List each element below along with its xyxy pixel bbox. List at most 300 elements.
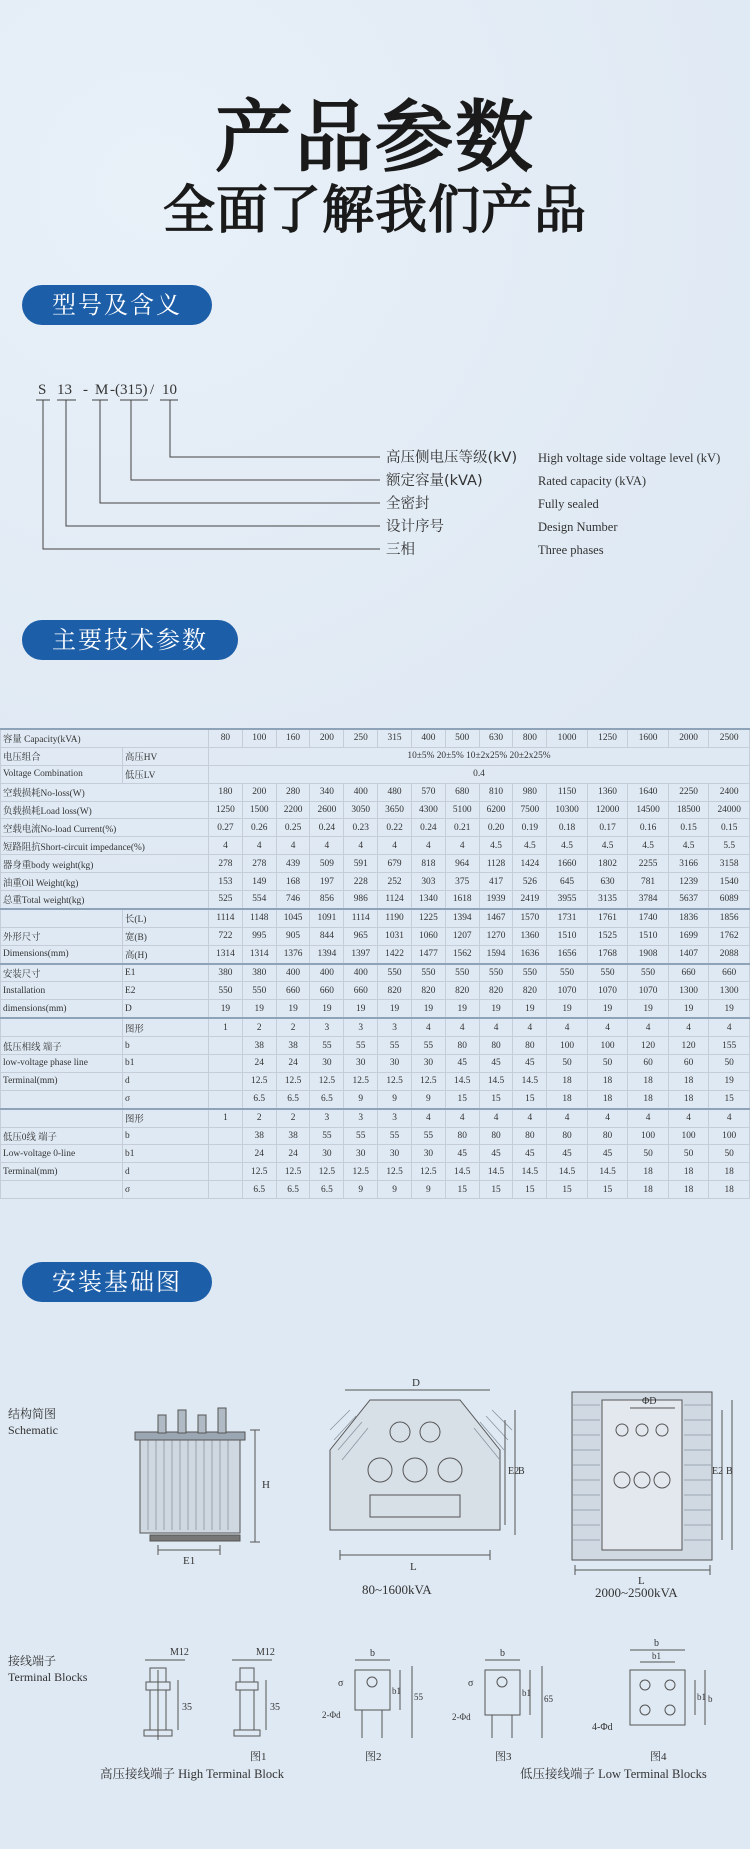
table-value-cell: 1510 — [628, 927, 669, 945]
table-value-cell: 55 — [344, 1127, 378, 1145]
table-value-cell: 591 — [344, 855, 378, 873]
table-value-cell: 1660 — [547, 855, 588, 873]
table-value-cell: 820 — [479, 982, 513, 1000]
table-value-cell: 509 — [310, 855, 344, 873]
table-value-cell: 24000 — [709, 801, 750, 819]
table-value-cell: 1148 — [242, 909, 276, 927]
table-value-cell: 965 — [344, 927, 378, 945]
code-part-10: 10 — [162, 382, 177, 398]
table-value-cell: 380 — [209, 964, 243, 982]
table-value-cell: 14.5 — [479, 1072, 513, 1090]
table-value-cell: 12.5 — [378, 1072, 412, 1090]
table-value-cell: 80 — [445, 1127, 479, 1145]
table-value-cell: 550 — [242, 982, 276, 1000]
table-value-cell: 4 — [276, 837, 310, 855]
table-value-cell: 525 — [209, 891, 243, 909]
table-value-cell: 14500 — [628, 801, 669, 819]
group-sub-label: σ — [123, 1181, 209, 1199]
table-value-cell: 550 — [628, 964, 669, 982]
group-label: Dimensions(mm) — [1, 945, 123, 963]
table-value-cell — [209, 1181, 243, 1199]
table-value-cell: 30 — [310, 1145, 344, 1163]
table-value-cell: 3 — [310, 1018, 344, 1036]
group-sub-label: D — [123, 1000, 209, 1018]
table-value-cell: 4 — [513, 1018, 547, 1036]
table-value-cell: 550 — [378, 964, 412, 982]
table-value-cell: 1600 — [628, 729, 669, 747]
table-value-cell: 4 — [513, 1109, 547, 1127]
group-sub-label: b1 — [123, 1145, 209, 1163]
table-value-cell: 45 — [445, 1055, 479, 1073]
dim-phiD: ΦD — [642, 1396, 657, 1407]
table-value-cell: 1562 — [445, 945, 479, 963]
meaning-cn-sealed: 全密封 — [386, 496, 430, 512]
group-sub-label: 宽(B) — [123, 927, 209, 945]
group-label: Installation — [1, 982, 123, 1000]
table-value-cell: 252 — [378, 873, 412, 891]
table-value-cell: 1250 — [587, 729, 628, 747]
table-value-cell: 0.17 — [587, 819, 628, 837]
table-row — [1, 837, 750, 855]
group-label — [1, 1090, 123, 1108]
table-value-cell: 844 — [310, 927, 344, 945]
table-value-cell: 1394 — [310, 945, 344, 963]
table-value-cell: 3 — [378, 1109, 412, 1127]
table-value-cell: 660 — [709, 964, 750, 982]
table-value-cell: 155 — [709, 1037, 750, 1055]
code-part-13: 13 — [57, 382, 72, 398]
group-sub-label: σ — [123, 1090, 209, 1108]
table-value-cell: 1594 — [479, 945, 513, 963]
table-value-cell: 3 — [378, 1018, 412, 1036]
table-value-cell: 9 — [411, 1090, 445, 1108]
voltage-label-en: Voltage Combination — [1, 765, 123, 783]
table-row — [1, 819, 750, 837]
table-value-cell: 0.24 — [411, 819, 445, 837]
table-value-cell: 4 — [411, 1018, 445, 1036]
table-value-cell: 15 — [547, 1181, 588, 1199]
group-sub-label: 图形 — [123, 1018, 209, 1036]
table-value-cell: 500 — [445, 729, 479, 747]
table-value-cell: 1300 — [709, 982, 750, 1000]
table-value-cell: 905 — [276, 927, 310, 945]
group-label: Terminal(mm) — [1, 1072, 123, 1090]
table-value-cell: 55 — [344, 1037, 378, 1055]
range-label-large: 2000~2500kVA — [595, 1585, 678, 1600]
table-value-cell: 45 — [547, 1145, 588, 1163]
table-row — [1, 1037, 750, 1055]
table-value-cell: 15 — [479, 1181, 513, 1199]
table-value-cell: 100 — [547, 1037, 588, 1055]
fig4-b1-side: b1 — [697, 1692, 706, 1702]
table-value-cell: 1128 — [479, 855, 513, 873]
table-value-cell: 160 — [276, 729, 310, 747]
table-value-cell: 30 — [378, 1145, 412, 1163]
table-value-cell: 400 — [344, 964, 378, 982]
table-value-cell: 2088 — [709, 945, 750, 963]
table-value-cell: 3 — [310, 1109, 344, 1127]
table-value-cell: 570 — [411, 783, 445, 801]
table-row — [1, 1145, 750, 1163]
table-value-cell: 5.5 — [709, 837, 750, 855]
table-value-cell: 228 — [344, 873, 378, 891]
table-value-cell: 45 — [445, 1145, 479, 1163]
table-value-cell: 50 — [709, 1145, 750, 1163]
meaning-en-design: Design Number — [538, 520, 618, 534]
table-row — [1, 765, 750, 783]
table-value-cell: 4.5 — [587, 837, 628, 855]
table-value-cell: 19 — [709, 1000, 750, 1018]
group-label: 外形尺寸 — [1, 927, 123, 945]
table-value-cell: 526 — [513, 873, 547, 891]
table-value-cell: 19 — [587, 1000, 628, 1018]
table-value-cell: 19 — [628, 1000, 669, 1018]
table-value-cell: 0.21 — [445, 819, 479, 837]
table-value-cell: 12.5 — [411, 1163, 445, 1181]
table-value-cell: 9 — [378, 1090, 412, 1108]
table-value-cell: 100 — [709, 1127, 750, 1145]
table-value-cell: 19 — [709, 1072, 750, 1090]
table-value-cell: 14.5 — [513, 1072, 547, 1090]
table-value-cell: 18 — [628, 1163, 669, 1181]
table-value-cell: 3158 — [709, 855, 750, 873]
table-value-cell: 0.22 — [378, 819, 412, 837]
table-value-cell: 38 — [276, 1127, 310, 1145]
table-value-cell: 14.5 — [547, 1163, 588, 1181]
table-row — [1, 945, 750, 963]
parameter-table — [0, 728, 750, 1199]
table-row — [1, 982, 750, 1000]
table-value-cell: 4.5 — [668, 837, 709, 855]
table-value-cell: 3 — [344, 1109, 378, 1127]
code-part-slash: / — [150, 382, 155, 398]
table-value-cell: 2 — [276, 1018, 310, 1036]
table-value-cell: 380 — [242, 964, 276, 982]
table-value-cell: 3784 — [628, 891, 669, 909]
table-value-cell: 746 — [276, 891, 310, 909]
table-value-cell: 1836 — [668, 909, 709, 927]
group-sub-label: E2 — [123, 982, 209, 1000]
table-value-cell: 18 — [709, 1181, 750, 1199]
table-value-cell: 1376 — [276, 945, 310, 963]
dim-L-small: L — [410, 1561, 417, 1573]
hv-value: 10±5% 20±5% 10±2x25% 20±2x25% — [209, 747, 750, 765]
table-value-cell: 340 — [310, 783, 344, 801]
table-value-cell: 1314 — [242, 945, 276, 963]
table-value-cell: 818 — [411, 855, 445, 873]
table-value-cell: 19 — [411, 1000, 445, 1018]
table-value-cell: 30 — [344, 1145, 378, 1163]
table-value-cell: 1190 — [378, 909, 412, 927]
table-value-cell: 2419 — [513, 891, 547, 909]
table-row — [1, 1109, 750, 1127]
table-value-cell: 15 — [445, 1181, 479, 1199]
table-value-cell: 1761 — [587, 909, 628, 927]
fig3-sigma: σ — [468, 1678, 474, 1689]
table-value-cell: 80 — [547, 1127, 588, 1145]
table-value-cell: 4.5 — [513, 837, 547, 855]
table-value-cell: 1 — [209, 1109, 243, 1127]
fig4-4phid: 4-Φd — [592, 1722, 613, 1733]
table-value-cell: 30 — [344, 1055, 378, 1073]
table-value-cell: 4 — [242, 837, 276, 855]
table-value-cell: 2 — [242, 1109, 276, 1127]
table-value-cell: 24 — [276, 1145, 310, 1163]
dim-H: H — [262, 1479, 270, 1491]
table-value-cell: 50 — [547, 1055, 588, 1073]
group-label: Low-voltage 0-line — [1, 1145, 123, 1163]
table-value-cell: 4.5 — [479, 837, 513, 855]
group-sub-label: d — [123, 1072, 209, 1090]
table-value-cell: 1207 — [445, 927, 479, 945]
table-value-cell: 55 — [411, 1127, 445, 1145]
table-value-cell: 1699 — [668, 927, 709, 945]
table-value-cell: 3955 — [547, 891, 588, 909]
meaning-cn-phases: 三相 — [386, 542, 415, 558]
table-value-cell: 19 — [668, 1000, 709, 1018]
table-value-cell: 4 — [709, 1018, 750, 1036]
table-value-cell: 45 — [587, 1145, 628, 1163]
table-value-cell: 18500 — [668, 801, 709, 819]
table-value-cell: 6200 — [479, 801, 513, 819]
transformer-top-view-large — [572, 1392, 732, 1575]
table-value-cell: 9 — [344, 1090, 378, 1108]
table-value-cell: 50 — [668, 1145, 709, 1163]
table-value-cell: 100 — [668, 1127, 709, 1145]
table-value-cell: 18 — [628, 1072, 669, 1090]
table-value-cell: 986 — [344, 891, 378, 909]
table-value-cell: 18 — [587, 1072, 628, 1090]
table-value-cell: 14.5 — [587, 1163, 628, 1181]
table-value-cell: 80 — [587, 1127, 628, 1145]
table-value-cell: 4 — [411, 837, 445, 855]
row-label: 器身重body weight(kg) — [1, 855, 209, 873]
section-badge-model: 型号及含义 — [22, 285, 212, 325]
table-value-cell: 2500 — [709, 729, 750, 747]
group-label — [1, 1018, 123, 1036]
meaning-cn-voltage: 高压侧电压等级(kV) — [386, 450, 518, 466]
table-value-cell: 19 — [378, 1000, 412, 1018]
table-value-cell: 1740 — [628, 909, 669, 927]
table-row — [1, 855, 750, 873]
table-value-cell: 0.18 — [547, 819, 588, 837]
table-value-cell: 1394 — [445, 909, 479, 927]
table-value-cell: 1091 — [310, 909, 344, 927]
table-value-cell: 4 — [587, 1109, 628, 1127]
table-value-cell: 18 — [709, 1163, 750, 1181]
hv-label: 高压HV — [123, 747, 209, 765]
table-value-cell: 15 — [709, 1090, 750, 1108]
table-value-cell: 1239 — [668, 873, 709, 891]
table-value-cell: 3050 — [344, 801, 378, 819]
table-value-cell: 0.15 — [709, 819, 750, 837]
table-value-cell: 1031 — [378, 927, 412, 945]
table-value-cell: 630 — [479, 729, 513, 747]
table-value-cell: 660 — [276, 982, 310, 1000]
table-value-cell: 550 — [411, 964, 445, 982]
table-value-cell: 1540 — [709, 873, 750, 891]
table-value-cell: 4 — [445, 1109, 479, 1127]
table-value-cell: 80 — [513, 1037, 547, 1055]
table-value-cell: 1762 — [709, 927, 750, 945]
table-value-cell: 6.5 — [276, 1090, 310, 1108]
table-value-cell: 550 — [513, 964, 547, 982]
meaning-cn-capacity: 额定容量(kVA) — [386, 473, 483, 489]
table-value-cell: 15 — [513, 1090, 547, 1108]
table-value-cell: 38 — [242, 1037, 276, 1055]
table-value-cell: 645 — [547, 873, 588, 891]
table-value-cell: 1636 — [513, 945, 547, 963]
table-value-cell: 45 — [513, 1055, 547, 1073]
table-value-cell: 6.5 — [310, 1090, 344, 1108]
table-value-cell: 1 — [209, 1018, 243, 1036]
table-value-cell: 4 — [709, 1109, 750, 1127]
table-value-cell: 50 — [628, 1145, 669, 1163]
group-sub-label: 长(L) — [123, 909, 209, 927]
table-value-cell: 80 — [209, 729, 243, 747]
table-value-cell: 1768 — [587, 945, 628, 963]
table-value-cell: 3 — [344, 1018, 378, 1036]
table-value-cell: 1360 — [513, 927, 547, 945]
table-value-cell: 680 — [445, 783, 479, 801]
table-value-cell: 0.27 — [209, 819, 243, 837]
table-value-cell: 1314 — [209, 945, 243, 963]
table-value-cell: 2 — [242, 1018, 276, 1036]
lv-terminal-drawing-fig2 — [355, 1660, 412, 1738]
group-label: 低压相线 端子 — [1, 1037, 123, 1055]
table-value-cell: 18 — [628, 1090, 669, 1108]
group-label — [1, 1109, 123, 1127]
terminal-label-en: Terminal Blocks — [8, 1670, 88, 1684]
table-value-cell: 810 — [479, 783, 513, 801]
table-value-cell: 19 — [479, 1000, 513, 1018]
fig3-b: b — [500, 1648, 505, 1659]
table-row — [1, 729, 750, 747]
table-value-cell: 4 — [344, 837, 378, 855]
table-value-cell: 1467 — [479, 909, 513, 927]
table-value-cell: 30 — [411, 1145, 445, 1163]
table-value-cell: 60 — [668, 1055, 709, 1073]
table-value-cell: 550 — [479, 964, 513, 982]
table-value-cell: 12.5 — [411, 1072, 445, 1090]
table-value-cell: 15 — [479, 1090, 513, 1108]
group-sub-label: d — [123, 1163, 209, 1181]
fig2-label: 图2 — [365, 1751, 382, 1763]
table-value-cell: 6089 — [709, 891, 750, 909]
table-value-cell: 550 — [445, 964, 479, 982]
table-value-cell: 4 — [628, 1018, 669, 1036]
table-value-cell: 679 — [378, 855, 412, 873]
table-value-cell: 1060 — [411, 927, 445, 945]
row-label: 空载损耗No-loss(W) — [1, 783, 209, 801]
table-value-cell: 50 — [587, 1055, 628, 1073]
table-value-cell: 0.16 — [628, 819, 669, 837]
model-code-diagram — [0, 370, 750, 570]
table-value-cell: 18 — [547, 1090, 588, 1108]
group-label: 低压0线 端子 — [1, 1127, 123, 1145]
row-label: 负载损耗Load loss(W) — [1, 801, 209, 819]
fig2-sigma: σ — [338, 1678, 344, 1689]
table-value-cell: 80 — [479, 1037, 513, 1055]
table-value-cell: 4 — [310, 837, 344, 855]
table-value-cell: 400 — [310, 964, 344, 982]
range-label-small: 80~1600kVA — [362, 1582, 432, 1597]
table-value-cell: 12.5 — [344, 1163, 378, 1181]
table-value-cell: 24 — [242, 1055, 276, 1073]
table-value-cell: 0.26 — [242, 819, 276, 837]
table-row — [1, 747, 750, 765]
table-value-cell: 1124 — [378, 891, 412, 909]
table-value-cell: 2250 — [668, 783, 709, 801]
table-value-cell: 2 — [276, 1109, 310, 1127]
fig3-2phid: 2-Φd — [452, 1712, 471, 1722]
table-value-cell: 2400 — [709, 783, 750, 801]
table-value-cell — [209, 1127, 243, 1145]
hv-m12-label-2: M12 — [256, 1647, 275, 1658]
table-value-cell: 1045 — [276, 909, 310, 927]
table-value-cell: 1070 — [587, 982, 628, 1000]
table-value-cell: 800 — [513, 729, 547, 747]
table-value-cell: 1225 — [411, 909, 445, 927]
table-value-cell: 1407 — [668, 945, 709, 963]
table-value-cell: 1114 — [344, 909, 378, 927]
table-value-cell: 19 — [344, 1000, 378, 1018]
table-value-cell: 200 — [242, 783, 276, 801]
group-sub-label: 图形 — [123, 1109, 209, 1127]
schematic-label-en: Schematic — [8, 1423, 58, 1437]
code-part-m: M — [95, 382, 109, 398]
page-subtitle: 全面了解我们产品 — [162, 181, 587, 241]
table-row — [1, 891, 750, 909]
group-label: dimensions(mm) — [1, 1000, 123, 1018]
table-value-cell: 4 — [479, 1018, 513, 1036]
table-value-cell: 4 — [445, 1018, 479, 1036]
table-value-cell: 630 — [587, 873, 628, 891]
lv-terminal-caption: 低压接线端子 Low Terminal Blocks — [520, 1767, 707, 1781]
table-value-cell: 50 — [709, 1055, 750, 1073]
table-value-cell: 6.5 — [242, 1090, 276, 1108]
table-value-cell: 30 — [411, 1055, 445, 1073]
table-value-cell: 55 — [411, 1037, 445, 1055]
table-value-cell: 80 — [445, 1037, 479, 1055]
table-value-cell: 38 — [242, 1127, 276, 1145]
table-value-cell: 80 — [479, 1127, 513, 1145]
table-value-cell: 1510 — [547, 927, 588, 945]
table-value-cell: 660 — [344, 982, 378, 1000]
table-value-cell: 100 — [242, 729, 276, 747]
table-value-cell: 18 — [628, 1181, 669, 1199]
table-row — [1, 1181, 750, 1199]
code-part-315: -(315) — [110, 382, 148, 398]
table-value-cell: 4 — [628, 1109, 669, 1127]
table-row — [1, 927, 750, 945]
table-value-cell: 1360 — [587, 783, 628, 801]
table-value-cell: 1640 — [628, 783, 669, 801]
table-value-cell: 375 — [445, 873, 479, 891]
installation-drawings — [0, 1370, 750, 1790]
group-label: 安装尺寸 — [1, 964, 123, 982]
table-value-cell: 120 — [668, 1037, 709, 1055]
table-value-cell: 30 — [378, 1055, 412, 1073]
table-row — [1, 801, 750, 819]
table-value-cell: 1114 — [209, 909, 243, 927]
table-value-cell: 4 — [209, 837, 243, 855]
fig2-b1: b1 — [392, 1686, 401, 1696]
table-value-cell: 400 — [344, 783, 378, 801]
group-sub-label: b — [123, 1037, 209, 1055]
table-value-cell: 722 — [209, 927, 243, 945]
table-value-cell: 200 — [310, 729, 344, 747]
